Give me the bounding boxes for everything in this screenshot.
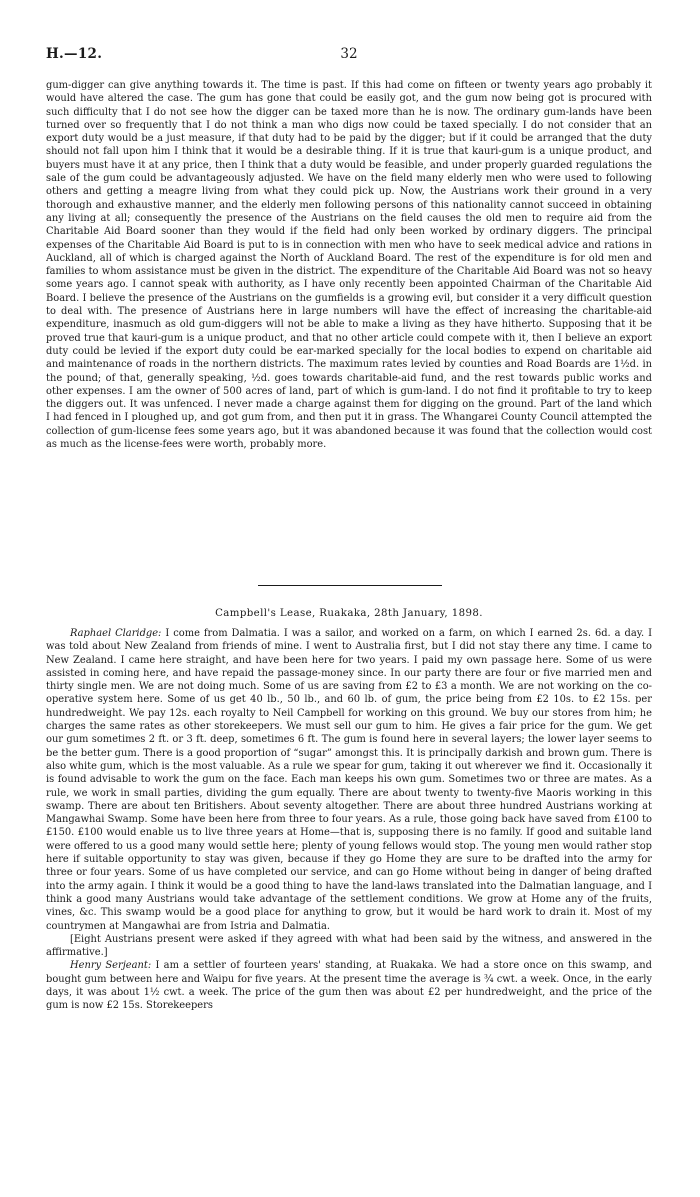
- paragraph: gum-digger can give anything towards it. The time is past. If this had come on fifteen or twenty years ago probably it would have altered the case. The gum has gone that could be easily got, and the gum now being got is procured with such difficulty that I do not see how the digger can be taxed more than he is now. The ordinary gum-lands have been turned over so frequently that I do not think a man who digs now could be taxed specially. I do not consider that an export duty would be a just measure, if that duty had to be paid by the digger; but if it could be arranged that the duty should not fall upon him I think that it would be a desirable thing. If it is true that kauri-gum is a unique product, and buyers must have it at any price, then I think that a duty would be feasible, and under properly guarded regulations the sale of the gum could be advantageously adjusted. We have on the field many elderly men who were used to following others and getting a meagre living from what they could pick up. Now, the Austrians work their ground in a very thorough and exhaustive manner, and the elderly men following persons of this nationality cannot succeed in obtaining any living at all; consequently the presence of the Austrians on the field causes the old men to require aid from the Charitable Aid Board sooner than they would if the field had only been worked by ordinary diggers. The principal expenses of the Charitable Aid Board is put to is in connection with men who have to seek medical advice and rations in Auckland, all of which is charged against the North of Auckland Board. The rest of the expenditure is for old men and families to whom assistance must be given in the district. The expenditure of the Charitable Aid Board was not so heavy some years ago. I cannot speak with authority, as I have only recently been appointed Chairman of the Charitable Aid Board. I believe the presence of the Austrians on the gumfields is a growing evil, but consider it a very difficult question to deal with. The presence of Austrians here in large numbers will have the effect of increasing the charitable-aid expenditure, inasmuch as old gum-diggers will not be able to make a living as they have hitherto. Supposing that it be proved true that kauri-gum is a unique product, and that no other article could compete with it, then I believe an export duty could be levied if the export duty could be ear-marked specially for the local bodies to expend on charitable aid and maintenance of roads in the northern districts. The maximum rates levied by counties and Road Boards are 1½d. in the pound; of that, generally speaking, ½d. goes towards charitable-aid fund, and the rest towards public works and other expenses. I am the owner of 500 acres of land, part of which is gum-land. I do not find it profitable to try to keep the diggers out. It was unfenced. I never made a charge against them for digging on the ground. Part of the land which I had fenced in I ploughed up, and got gum from, and then put it in grass. The Whangarei County Council attempted the collection of gum-license fees some years ago, but it was abandoned because it was found that the collection would cost as much as the license-fees were worth, probably more.: [46, 80, 652, 451]
- witness-statement: [46, 627, 652, 933]
- witness-name: Henry Serjeant:: [70, 960, 152, 972]
- page-number: 32: [340, 46, 358, 62]
- witness-name: Raphael Claridge:: [70, 628, 162, 639]
- section-divider: [258, 585, 442, 586]
- witness-text: I come from Dalmatia. I was a sailor, and worked on a farm, on which I earned 2s. 6d. a day. I was told about New Zealand from friends of mine. I went to Australia first, but I did not stay there any time. I came to New Zealand. I came here straight, and have been here for two years. I paid my own passage here. Some of us were assisted in coming here, and have repaid the passage-money since. In our party there are four or five married men and thirty single men. We are not doing much. Some of us are saving from £2 to £3 a month. We are not working on the co-operative system here. Some of us get 40 lb., 50 lb., and 60 lb. of gum, the price being from £2 10s. to £2 15s. per hundredweight. We pay 12s. each royalty to Neil Campbell for working on this ground. We buy our stores from him; he charges the same rates as other storekeepers. We must sell our gum to him. He gives a fair price for the gum. We get our gum sometimes 2 ft. or 3 ft. deep, sometimes 6 ft. The gum is found here in several layers; the lower layer seems to be the better gum. There is a good proportion of “sugar” amongst this. It is principally darkish and brown gum. There is also white gum, which is the most valuable. As a rule we spear for gum, taking it out wherever we find it. Occasionally it is found advisable to work the gum on the face. Each man keeps his own gum. Sometimes two or three are mates. As a rule, we work in small parties, dividing the gum equally. There are about twenty to twenty-five Maoris working in this swamp. There are about ten Britishers. About seventy altogether. There are about three hundred Austrians working at Mangawhai Swamp. Some have been here from three to four years. As a rule, those going back have saved from £100 to £150. £100 would enable us to live three years at Home—that is, supposing there is no family. If good and suitable land were offered to us a good many would settle here; plenty of young fellows would stop. The young men would rather stop here if suitable opportunity to stay was given, because if they go Home they are sure to be drafted into the army for three or four years. Some of us have completed our service, and can go Home without being in danger of being drafted into the army again. I think it would be a good thing to have the land-laws translated into the Dalmatian language, and I think a good many Austrians would take advantage of the settlement conditions. We grow at Home any of the fruits, vines, &c. This swamp would be a good place for anything to grow, but it would be hard work to drain it. Most of my countrymen at Mangawhai are from Istria and Dalmatia.: [46, 628, 652, 932]
- continued-testimony: [46, 79, 652, 559]
- witness-text: I am a settler of fourteen years' standing, at Ruakaka. We had a store once on this swamp, and bought gum between here and Waipu for five years. At the present time the average is ¾ cwt. a week. Once, in the early days, it was about 1½ cwt. a week. The price of the gum then was about £2 per hundredweight, and the price of the gum is now £2 15s. Storekeepers: [46, 960, 652, 1012]
- section-heading: Campbell's Lease, Ruakaka, 28th January, 1898.: [215, 608, 483, 619]
- testimony-section: [46, 627, 652, 1190]
- bracketed-note: [Eight Austrians present were asked if they agreed with what had been said by the witness, and answered in the affirmative.]: [46, 933, 652, 959]
- document-reference: H.—12.: [46, 46, 103, 62]
- witness-statement: [46, 959, 652, 1012]
- page-header: [46, 46, 652, 68]
